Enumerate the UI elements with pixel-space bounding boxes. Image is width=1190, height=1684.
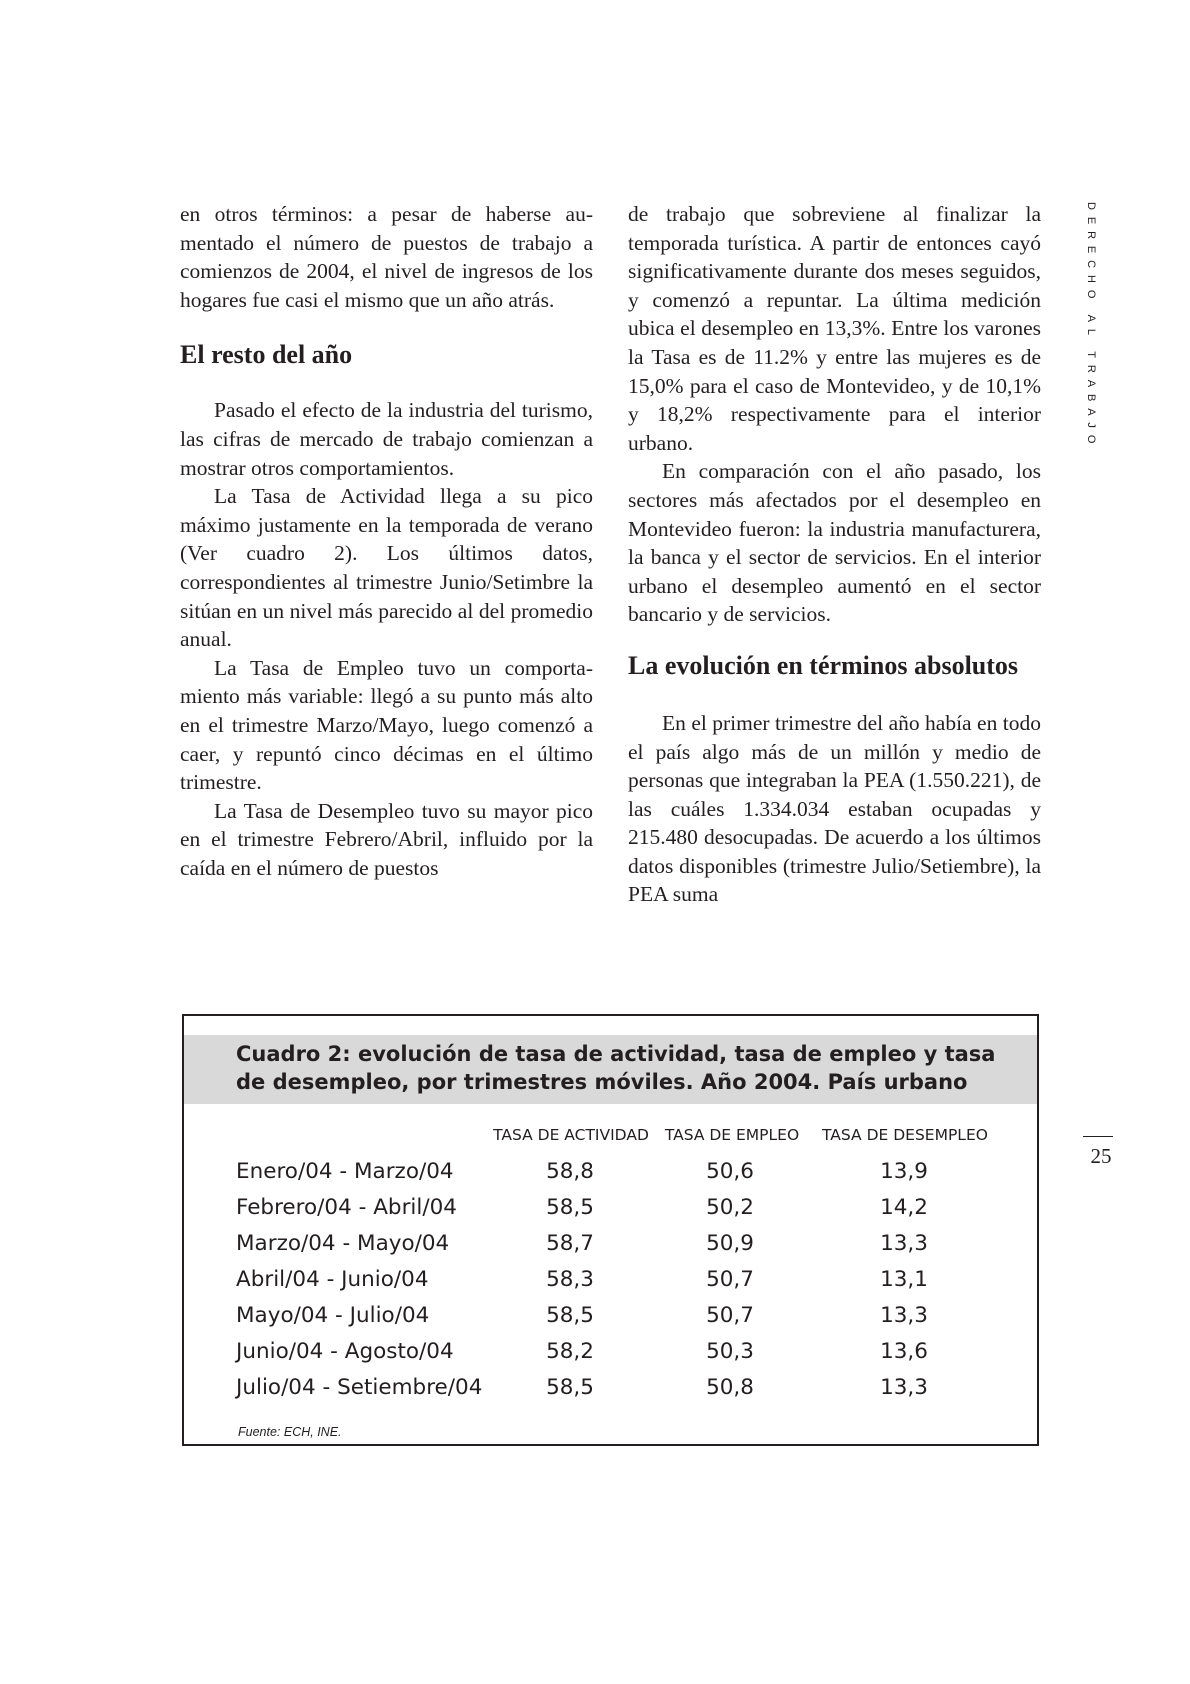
table-source-note: Fuente: ECH, INE. — [238, 1425, 342, 1439]
section-heading: El resto del año — [180, 340, 353, 370]
period-cell: Febrero/04 - Abril/04 — [236, 1195, 457, 1220]
body-paragraph: de trabajo que sobreviene al finalizar la temporada turística. A partir de entonces cayó significativamente durante dos meses seguidos, y comenzó a repuntar. La última medición ubica el desempleo en 13,3%. Entre los varones la Tasa es de 11.2% y entre las mujeres es de 15,0% para el caso de Montevideo, y de 10,1% y 18,2% respectivamente para el interior urbano. — [628, 202, 1041, 455]
column-header-desempleo: TASA DE DESEMPLEO — [822, 1126, 988, 1144]
table-row — [184, 1262, 1037, 1298]
desempleo-cell: 13,3 — [880, 1375, 928, 1400]
actividad-cell: 58,5 — [546, 1195, 594, 1220]
period-cell: Marzo/04 - Mayo/04 — [236, 1231, 450, 1256]
column-header-empleo: TASA DE EMPLEO — [664, 1126, 800, 1144]
table-row — [184, 1190, 1037, 1226]
actividad-cell: 58,3 — [546, 1267, 594, 1292]
running-head: DERECHO AL TRABAJO — [1085, 202, 1097, 451]
body-paragraph: La Tasa de Desempleo tuvo su mayor pico en el trimestre Febrero/Abril, influido por la caída en el número de puestos — [180, 798, 593, 880]
right-column — [628, 200, 1041, 909]
actividad-cell: 58,8 — [546, 1159, 594, 1184]
table-body — [184, 1154, 1037, 1406]
body-paragraph: En el primer trimestre del año había en todo el país algo más de un millón y medio de personas que integraban la PEA (1.550.221), de las cuáles 1.334.034 estaban ocupadas y 215.480 desocupadas. De acuerdo a los últimos datos disponibles (trimestre Julio/Setiembre), la PEA suma — [628, 710, 1041, 907]
table-row — [184, 1334, 1037, 1370]
desempleo-cell: 13,1 — [880, 1267, 928, 1292]
table-row — [184, 1226, 1037, 1262]
actividad-cell: 58,2 — [546, 1339, 594, 1364]
period-cell: Junio/04 - Agosto/04 — [236, 1339, 454, 1364]
table-row — [184, 1154, 1037, 1190]
table-row — [184, 1370, 1037, 1406]
table-caption: Cuadro 2: evolución de tasa de actividad, tasa de empleo y tasa de desempleo, por trimestres móviles. Año 2004. País urbano — [184, 1035, 1037, 1104]
data-table-box — [182, 1014, 1039, 1446]
body-paragraph: Pasado el efecto de la industria del turismo, las cifras de mercado de trabajo comienzan a mostrar otros comportamientos. — [180, 398, 593, 480]
section-heading: La evolución en términos absolutos — [628, 650, 1019, 680]
column-header-actividad: TASA DE ACTIVIDAD — [493, 1126, 649, 1144]
period-cell: Abril/04 - Junio/04 — [236, 1267, 429, 1292]
desempleo-cell: 14,2 — [880, 1195, 928, 1220]
empleo-cell: 50,2 — [706, 1195, 754, 1220]
empleo-cell: 50,7 — [706, 1267, 754, 1292]
body-paragraph: La Tasa de Empleo tuvo un comportamiento más variable: llegó a su punto más alto en el trimestre Marzo/Mayo, luego comenzó a caer, y repuntó cinco décimas en el último trimestre. — [180, 655, 593, 795]
empleo-cell: 50,6 — [706, 1159, 754, 1184]
body-paragraph: en otros términos: a pesar de haberse aumentado el número de puestos de trabajo a comienzos de 2004, el nivel de ingresos de los hogares fue casi el mismo que un año atrás. — [180, 202, 593, 312]
empleo-cell: 50,8 — [706, 1375, 754, 1400]
desempleo-cell: 13,6 — [880, 1339, 928, 1364]
period-cell: Julio/04 - Setiembre/04 — [236, 1375, 483, 1400]
page-number: 25 — [1090, 1144, 1112, 1168]
desempleo-cell: 13,9 — [880, 1159, 928, 1184]
actividad-cell: 58,5 — [546, 1375, 594, 1400]
empleo-cell: 50,9 — [706, 1231, 754, 1256]
actividad-cell: 58,5 — [546, 1303, 594, 1328]
page-number-rule — [1083, 1136, 1113, 1137]
body-paragraph: En comparación con el año pasado, los sectores más afectados por el desempleo en Montevideo fueron: la industria manufacturera, la banca y el sector de servicios. En el interior urbano el desempleo aumentó en el sector bancario y de servicios. — [628, 459, 1041, 627]
period-cell: Mayo/04 - Julio/04 — [236, 1303, 430, 1328]
body-paragraph: La Tasa de Actividad llega a su pico máximo justamente en la temporada de verano (Ver cuadro 2). Los últimos datos, correspondientes al trimestre Junio/Setimbre la sitúan en un nivel más parecido al del promedio anual. — [180, 484, 593, 652]
left-column — [180, 200, 593, 882]
desempleo-cell: 13,3 — [880, 1231, 928, 1256]
desempleo-cell: 13,3 — [880, 1303, 928, 1328]
actividad-cell: 58,7 — [546, 1231, 594, 1256]
empleo-cell: 50,7 — [706, 1303, 754, 1328]
table-row — [184, 1298, 1037, 1334]
period-cell: Enero/04 - Marzo/04 — [236, 1159, 454, 1184]
empleo-cell: 50,3 — [706, 1339, 754, 1364]
